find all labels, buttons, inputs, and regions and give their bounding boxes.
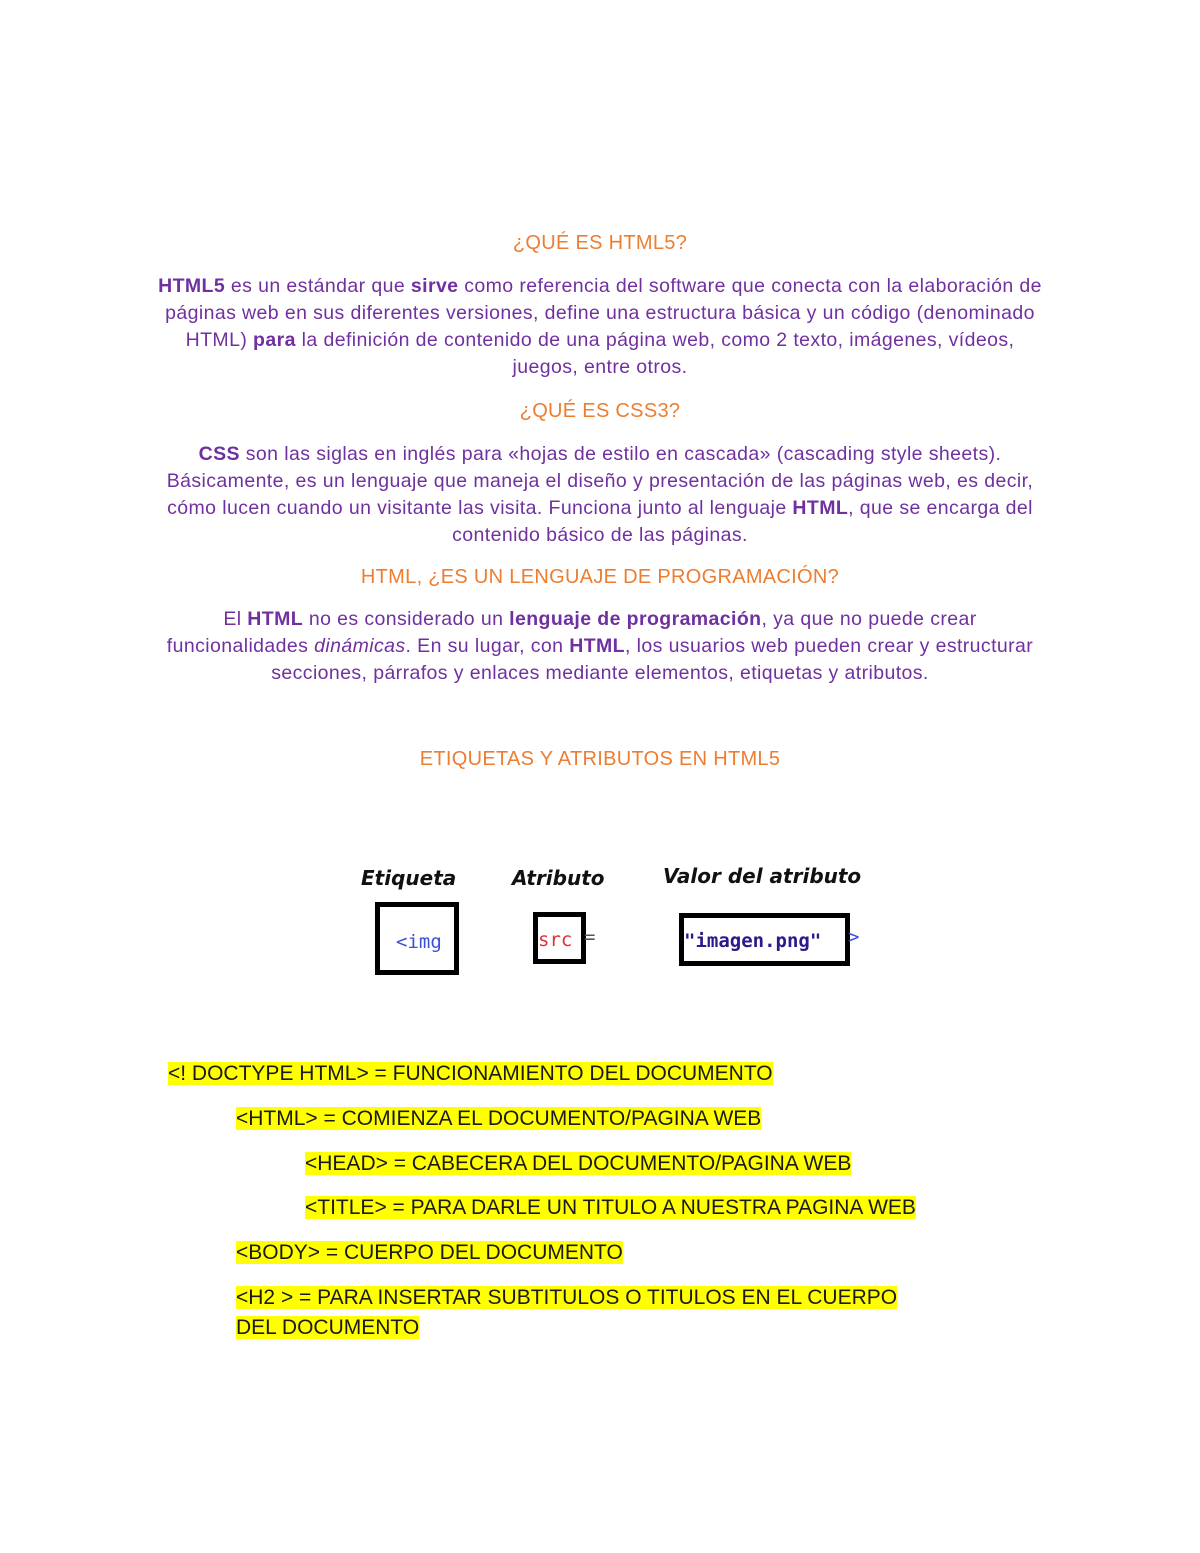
bold-html5: HTML5 bbox=[158, 275, 226, 297]
tag-box bbox=[375, 902, 459, 975]
bold-html: HTML bbox=[792, 497, 849, 519]
list-item-head bbox=[305, 1149, 851, 1179]
heading-lenguaje: HTML, ¿ES UN LENGUAJE DE PROGRAMACIÓN? bbox=[360, 566, 840, 588]
list-text: DEL DOCUMENTO bbox=[236, 1316, 420, 1339]
list-text: <TITLE> = PARA DARLE UN TITULO A NUESTRA PAGINA WEB bbox=[305, 1196, 916, 1219]
text: , los usuarios web pueden crear y estructurar secciones, párrafos y enlaces mediante elementos, etiquetas y atributos. bbox=[271, 635, 1034, 684]
code-close: > bbox=[848, 926, 860, 948]
list-item-html bbox=[236, 1104, 761, 1134]
code-value: "imagen.png" bbox=[684, 930, 822, 952]
heading-html5: ¿QUÉ ES HTML5? bbox=[512, 232, 688, 254]
code-equals: = bbox=[584, 926, 596, 948]
text: son las siglas en inglés para «hojas de estilo en cascada» (cascading style sheets). Básicamente, es un lenguaje que maneja el diseño y presentación de las páginas web, es decir, cómo lucen cuando un visitante las visita. Funciona junto al lenguaje bbox=[166, 443, 1034, 519]
paragraph-css3 bbox=[150, 441, 1050, 549]
tag-attribute-diagram bbox=[355, 862, 875, 982]
paragraph-html5 bbox=[150, 273, 1050, 381]
bold-html: HTML bbox=[247, 608, 304, 630]
list-item-doctype bbox=[168, 1059, 773, 1089]
text: El bbox=[223, 608, 248, 630]
heading-css3: ¿QUÉ ES CSS3? bbox=[519, 400, 681, 422]
code-tag: <img bbox=[396, 931, 442, 953]
bold-css: CSS bbox=[198, 443, 240, 465]
bold-para: para bbox=[253, 329, 296, 351]
text: no es considerado un bbox=[303, 608, 510, 630]
text: la definición de contenido de una página web, como 2 texto, imágenes, vídeos, juegos, entre otros. bbox=[295, 329, 1015, 378]
heading-etiquetas: ETIQUETAS Y ATRIBUTOS EN HTML5 bbox=[419, 748, 781, 770]
list-item-title bbox=[305, 1193, 916, 1223]
attribute-box bbox=[533, 912, 586, 964]
bold-sirve: sirve bbox=[410, 275, 459, 297]
label-valor-atributo: Valor del atributo bbox=[663, 864, 862, 888]
bold-lenguaje: lenguaje de programación bbox=[509, 608, 762, 630]
list-item-h2-continued bbox=[236, 1313, 419, 1343]
list-text: <HTML> = COMIENZA EL DOCUMENTO/PAGINA WEB bbox=[236, 1107, 762, 1130]
text: es un estándar que bbox=[225, 275, 411, 297]
label-etiqueta: Etiqueta bbox=[361, 866, 457, 890]
list-text: <H2 > = PARA INSERTAR SUBTITULOS O TITULOS EN EL CUERPO bbox=[236, 1286, 898, 1309]
list-text: <HEAD> = CABECERA DEL DOCUMENTO/PAGINA WEB bbox=[305, 1152, 852, 1175]
list-item-body bbox=[236, 1238, 623, 1268]
code-attribute: src bbox=[538, 929, 573, 951]
list-text: <BODY> = CUERPO DEL DOCUMENTO bbox=[236, 1241, 623, 1264]
italic-dinamicas: dinámicas bbox=[314, 635, 406, 657]
value-box bbox=[679, 913, 850, 966]
text: , ya que no puede crear funcionalidades bbox=[166, 608, 977, 657]
list-text: <! DOCTYPE HTML> = FUNCIONAMIENTO DEL DOCUMENTO bbox=[168, 1062, 773, 1085]
paragraph-lenguaje bbox=[150, 606, 1050, 687]
text: , que se encarga del contenido básico de las páginas. bbox=[452, 497, 1033, 546]
text: como referencia del software que conecta con la elaboración de páginas web en sus diferentes versiones, define una estructura básica y un código (denominado HTML) bbox=[165, 275, 1042, 351]
bold-html: HTML bbox=[569, 635, 625, 657]
label-atributo: Atributo bbox=[512, 866, 605, 890]
list-item-h2 bbox=[236, 1283, 897, 1313]
text: . En su lugar, con bbox=[405, 635, 570, 657]
